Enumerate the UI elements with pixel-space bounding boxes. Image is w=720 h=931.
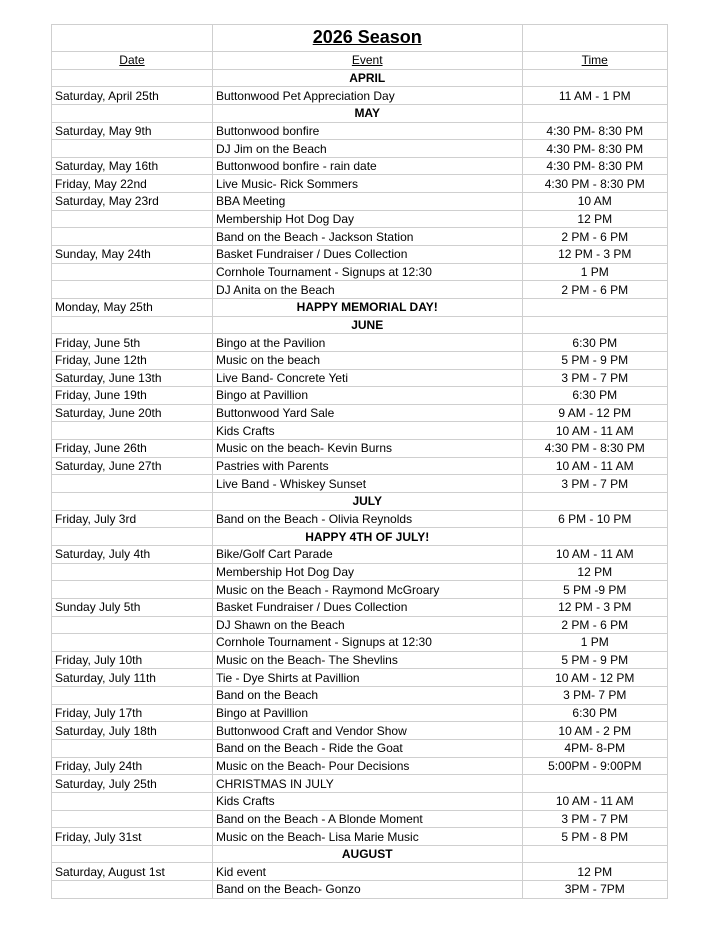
event-row <box>52 581 668 599</box>
event-row <box>52 616 668 634</box>
event-name: Band on the Beach - Jackson Station <box>212 228 522 246</box>
event-name: Live Band - Whiskey Sunset <box>212 475 522 493</box>
event-date: Saturday, May 23rd <box>52 193 213 211</box>
event-date <box>52 616 213 634</box>
event-name: Music on the Beach- The Shevlins <box>212 651 522 669</box>
month-row <box>52 69 668 87</box>
event-row <box>52 528 668 546</box>
event-time: 4:30 PM- 8:30 PM <box>522 157 668 175</box>
month-label: MAY <box>212 104 522 122</box>
event-name: CHRISTMAS IN JULY <box>212 775 522 793</box>
event-time: 6:30 PM <box>522 387 668 405</box>
event-row <box>52 457 668 475</box>
event-date: Sunday July 5th <box>52 598 213 616</box>
event-time: 4:30 PM- 8:30 PM <box>522 140 668 158</box>
event-name: BBA Meeting <box>212 193 522 211</box>
event-name: Buttonwood Craft and Vendor Show <box>212 722 522 740</box>
event-time: 3 PM - 7 PM <box>522 369 668 387</box>
event-date <box>52 528 213 546</box>
event-name: Music on the Beach- Lisa Marie Music <box>212 828 522 846</box>
event-name: Music on the beach <box>212 351 522 369</box>
event-date: Friday, July 3rd <box>52 510 213 528</box>
event-date: Friday, June 26th <box>52 440 213 458</box>
event-time: 1 PM <box>522 634 668 652</box>
event-name: Pastries with Parents <box>212 457 522 475</box>
event-date <box>52 475 213 493</box>
event-date: Saturday, May 9th <box>52 122 213 140</box>
event-time: 12 PM <box>522 210 668 228</box>
month-row <box>52 316 668 334</box>
month-empty-date <box>52 316 213 334</box>
event-name: Band on the Beach- Gonzo <box>212 881 522 899</box>
event-time: 6:30 PM <box>522 704 668 722</box>
event-time: 6:30 PM <box>522 334 668 352</box>
event-time: 10 AM - 12 PM <box>522 669 668 687</box>
event-row <box>52 651 668 669</box>
event-name: Buttonwood bonfire <box>212 122 522 140</box>
event-name: Live Band- Concrete Yeti <box>212 369 522 387</box>
event-name: HAPPY 4TH OF JULY! <box>212 528 522 546</box>
event-row <box>52 228 668 246</box>
event-row <box>52 510 668 528</box>
event-row <box>52 687 668 705</box>
event-row <box>52 281 668 299</box>
event-row <box>52 792 668 810</box>
event-time: 11 AM - 1 PM <box>522 87 668 105</box>
event-date <box>52 634 213 652</box>
event-row <box>52 246 668 264</box>
event-name: Kids Crafts <box>212 422 522 440</box>
header-event: Event <box>212 52 522 70</box>
event-row <box>52 634 668 652</box>
event-date: Saturday, July 25th <box>52 775 213 793</box>
event-date: Saturday, April 25th <box>52 87 213 105</box>
event-date <box>52 281 213 299</box>
month-row <box>52 104 668 122</box>
event-time: 4:30 PM- 8:30 PM <box>522 122 668 140</box>
event-date: Friday, July 10th <box>52 651 213 669</box>
event-name: Tie - Dye Shirts at Pavillion <box>212 669 522 687</box>
event-row <box>52 704 668 722</box>
event-row <box>52 193 668 211</box>
event-date: Saturday, June 13th <box>52 369 213 387</box>
event-date: Friday, June 12th <box>52 351 213 369</box>
event-date: Friday, July 17th <box>52 704 213 722</box>
event-name: Music on the Beach- Pour Decisions <box>212 757 522 775</box>
event-row <box>52 739 668 757</box>
event-date: Saturday, July 4th <box>52 545 213 563</box>
event-row <box>52 881 668 899</box>
event-name: Kid event <box>212 863 522 881</box>
event-row <box>52 475 668 493</box>
event-time: 10 AM <box>522 193 668 211</box>
event-row <box>52 440 668 458</box>
event-date <box>52 210 213 228</box>
event-date: Saturday, August 1st <box>52 863 213 881</box>
event-date <box>52 792 213 810</box>
event-row <box>52 140 668 158</box>
event-time: 4:30 PM - 8:30 PM <box>522 440 668 458</box>
event-time: 5:00PM - 9:00PM <box>522 757 668 775</box>
event-date: Monday, May 25th <box>52 298 213 316</box>
event-date <box>52 422 213 440</box>
event-name: Bingo at the Pavilion <box>212 334 522 352</box>
event-row <box>52 369 668 387</box>
event-name: Band on the Beach <box>212 687 522 705</box>
event-time: 10 AM - 11 AM <box>522 457 668 475</box>
title-row <box>52 25 668 52</box>
event-row <box>52 404 668 422</box>
event-time: 3PM - 7PM <box>522 881 668 899</box>
month-empty-time <box>522 493 668 511</box>
month-empty-date <box>52 845 213 863</box>
event-date: Saturday, July 11th <box>52 669 213 687</box>
event-name: Cornhole Tournament - Signups at 12:30 <box>212 263 522 281</box>
event-name: Band on the Beach - Ride the Goat <box>212 739 522 757</box>
month-empty-date <box>52 493 213 511</box>
event-name: Band on the Beach - A Blonde Moment <box>212 810 522 828</box>
event-time: 9 AM - 12 PM <box>522 404 668 422</box>
event-row <box>52 775 668 793</box>
month-label: JUNE <box>212 316 522 334</box>
event-time: 4:30 PM - 8:30 PM <box>522 175 668 193</box>
event-name: Music on the Beach - Raymond McGroary <box>212 581 522 599</box>
event-time: 5 PM - 8 PM <box>522 828 668 846</box>
event-name: Kids Crafts <box>212 792 522 810</box>
event-row <box>52 210 668 228</box>
event-time: 10 AM - 11 AM <box>522 792 668 810</box>
event-name: DJ Anita on the Beach <box>212 281 522 299</box>
month-label: APRIL <box>212 69 522 87</box>
event-row <box>52 334 668 352</box>
event-date <box>52 581 213 599</box>
month-empty-time <box>522 104 668 122</box>
event-name: Live Music- Rick Sommers <box>212 175 522 193</box>
month-empty-date <box>52 104 213 122</box>
event-name: Buttonwood Yard Sale <box>212 404 522 422</box>
event-date: Saturday, July 18th <box>52 722 213 740</box>
event-date <box>52 228 213 246</box>
event-date <box>52 739 213 757</box>
event-row <box>52 669 668 687</box>
event-time: 3 PM- 7 PM <box>522 687 668 705</box>
event-row <box>52 863 668 881</box>
event-name: Bike/Golf Cart Parade <box>212 545 522 563</box>
month-empty-date <box>52 69 213 87</box>
event-date: Saturday, May 16th <box>52 157 213 175</box>
event-time <box>522 775 668 793</box>
event-name: Bingo at Pavillion <box>212 387 522 405</box>
event-date: Sunday, May 24th <box>52 246 213 264</box>
event-row <box>52 563 668 581</box>
season-schedule-table <box>51 24 668 899</box>
event-time: 2 PM - 6 PM <box>522 228 668 246</box>
event-time: 12 PM <box>522 563 668 581</box>
event-date <box>52 263 213 281</box>
event-name: Membership Hot Dog Day <box>212 563 522 581</box>
event-row <box>52 122 668 140</box>
event-time: 2 PM - 6 PM <box>522 616 668 634</box>
event-time: 6 PM - 10 PM <box>522 510 668 528</box>
event-time: 5 PM - 9 PM <box>522 351 668 369</box>
event-date: Friday, June 19th <box>52 387 213 405</box>
title-cell-time <box>522 25 668 52</box>
event-row <box>52 722 668 740</box>
event-name: Buttonwood Pet Appreciation Day <box>212 87 522 105</box>
event-row <box>52 263 668 281</box>
event-date: Saturday, June 20th <box>52 404 213 422</box>
event-name: Music on the beach- Kevin Burns <box>212 440 522 458</box>
event-date: Saturday, June 27th <box>52 457 213 475</box>
event-time: 2 PM - 6 PM <box>522 281 668 299</box>
event-row <box>52 175 668 193</box>
month-empty-time <box>522 845 668 863</box>
event-row <box>52 810 668 828</box>
event-name: HAPPY MEMORIAL DAY! <box>212 298 522 316</box>
event-time: 10 AM - 2 PM <box>522 722 668 740</box>
event-date <box>52 687 213 705</box>
event-name: Buttonwood bonfire - rain date <box>212 157 522 175</box>
event-time: 1 PM <box>522 263 668 281</box>
month-label: JULY <box>212 493 522 511</box>
event-row <box>52 157 668 175</box>
event-row <box>52 387 668 405</box>
month-row <box>52 845 668 863</box>
title-cell-date <box>52 25 213 52</box>
event-time: 12 PM <box>522 863 668 881</box>
event-date <box>52 140 213 158</box>
event-time <box>522 528 668 546</box>
event-date <box>52 563 213 581</box>
event-time: 10 AM - 11 AM <box>522 422 668 440</box>
event-date: Friday, May 22nd <box>52 175 213 193</box>
event-name: Basket Fundraiser / Dues Collection <box>212 246 522 264</box>
event-row <box>52 757 668 775</box>
event-name: DJ Jim on the Beach <box>212 140 522 158</box>
event-row <box>52 351 668 369</box>
event-name: Cornhole Tournament - Signups at 12:30 <box>212 634 522 652</box>
month-empty-time <box>522 316 668 334</box>
event-date: Friday, June 5th <box>52 334 213 352</box>
event-name: Basket Fundraiser / Dues Collection <box>212 598 522 616</box>
event-row <box>52 422 668 440</box>
event-name: Membership Hot Dog Day <box>212 210 522 228</box>
event-date <box>52 810 213 828</box>
event-row <box>52 545 668 563</box>
event-time: 10 AM - 11 AM <box>522 545 668 563</box>
header-row <box>52 52 668 70</box>
event-row <box>52 598 668 616</box>
page-title: 2026 Season <box>312 27 422 47</box>
event-date <box>52 881 213 899</box>
event-time: 12 PM - 3 PM <box>522 246 668 264</box>
event-time: 3 PM - 7 PM <box>522 475 668 493</box>
event-row <box>52 298 668 316</box>
title-cell <box>212 25 522 52</box>
event-time: 3 PM - 7 PM <box>522 810 668 828</box>
month-empty-time <box>522 69 668 87</box>
event-name: Bingo at Pavillion <box>212 704 522 722</box>
event-name: Band on the Beach - Olivia Reynolds <box>212 510 522 528</box>
month-row <box>52 493 668 511</box>
month-label: AUGUST <box>212 845 522 863</box>
header-time: Time <box>522 52 668 70</box>
event-date: Friday, July 31st <box>52 828 213 846</box>
event-row <box>52 87 668 105</box>
event-time: 5 PM -9 PM <box>522 581 668 599</box>
event-time: 5 PM - 9 PM <box>522 651 668 669</box>
event-date: Friday, July 24th <box>52 757 213 775</box>
schedule-body <box>52 25 668 899</box>
event-name: DJ Shawn on the Beach <box>212 616 522 634</box>
event-time: 12 PM - 3 PM <box>522 598 668 616</box>
event-time <box>522 298 668 316</box>
event-time: 4PM- 8-PM <box>522 739 668 757</box>
event-row <box>52 828 668 846</box>
header-date: Date <box>52 52 213 70</box>
